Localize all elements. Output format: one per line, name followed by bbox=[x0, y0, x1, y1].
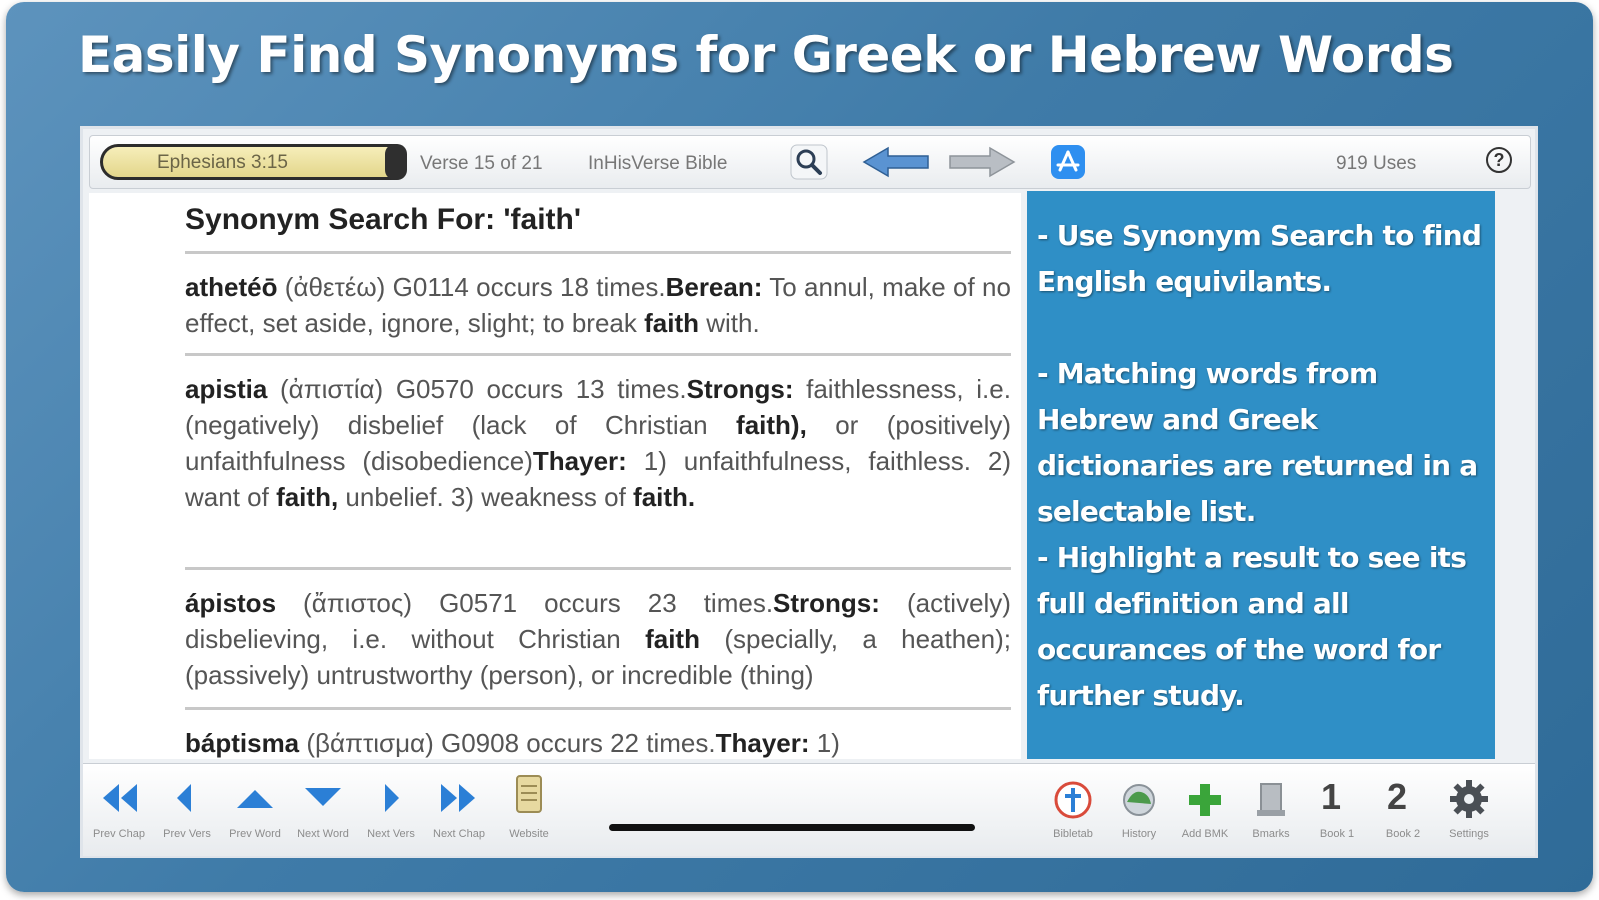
synonym-search-title: Synonym Search For: 'faith' bbox=[185, 203, 582, 236]
promo-frame bbox=[6, 2, 1593, 892]
book-2-icon: 2 bbox=[1387, 776, 1408, 817]
verse-reference: Ephesians 3:15 bbox=[157, 152, 288, 173]
usage-count: 919 Uses bbox=[1336, 153, 1417, 174]
divider bbox=[185, 251, 1011, 254]
feature-callout bbox=[1027, 191, 1495, 759]
divider bbox=[185, 707, 1011, 710]
search-icon[interactable] bbox=[790, 144, 828, 185]
chevron-left-icon bbox=[167, 780, 207, 816]
add-bookmark-button[interactable]: Add BMK bbox=[1173, 770, 1237, 850]
book-1-icon: 1 bbox=[1321, 776, 1342, 817]
synonym-result-item[interactable]: apistia (ἀπιστία) G0570 occurs 13 times.Strongs: faithlessness, i.e. (negatively) disbelief (lack of Christian faith), or (positively) unfaithfulness (disobedience)Thayer: 1) unfaithfulness, faithless. 2) want of faith, unbelief. 3) weakness of faith. bbox=[185, 374, 1011, 512]
gear-icon bbox=[1448, 778, 1490, 820]
verse-position: Verse 15 of 21 bbox=[420, 153, 543, 174]
prev-chapter-button[interactable]: Prev Chap bbox=[87, 770, 151, 850]
prev-verse-button[interactable]: Prev Vers bbox=[155, 770, 219, 850]
scroll-icon bbox=[509, 772, 549, 816]
headline: Easily Find Synonyms for Greek or Hebrew Words bbox=[78, 26, 1454, 84]
home-indicator bbox=[609, 824, 975, 831]
bookmarks-button[interactable]: Bmarks bbox=[1239, 770, 1303, 850]
help-icon[interactable]: ? bbox=[1486, 147, 1512, 173]
verse-reference-button[interactable] bbox=[100, 144, 400, 180]
divider bbox=[185, 353, 1011, 356]
book-2-button[interactable]: 2 Book 2 bbox=[1385, 776, 1421, 840]
history-button[interactable]: History bbox=[1107, 770, 1171, 850]
cross-icon bbox=[1053, 780, 1093, 820]
synonym-result-item[interactable]: báptisma (βάπτισμα) G0908 occurs 22 times.Thayer: 1) bbox=[185, 728, 840, 758]
callout-text: - Highlight a result to see its full definition and all occurances of the word for further study. bbox=[1037, 541, 1467, 712]
history-icon bbox=[1119, 780, 1159, 820]
bottom-toolbar bbox=[83, 763, 1535, 856]
plus-icon bbox=[1185, 780, 1225, 820]
forward-arrow-icon[interactable] bbox=[948, 144, 1016, 185]
next-chapter-button[interactable]: Next Chap bbox=[427, 770, 491, 850]
synonym-result-item[interactable]: ápistos (ἄπιστος) G0571 occurs 23 times.Strongs: (actively) disbelieving, i.e. without Christian faith (specially, a heathen); (passively) untrustworthy (person), or incredible (thing) bbox=[185, 588, 1011, 690]
chevron-right-icon bbox=[371, 780, 411, 816]
chevron-up-icon bbox=[235, 780, 275, 816]
bibletab-button[interactable]: Bibletab bbox=[1041, 770, 1105, 850]
back-arrow-icon[interactable] bbox=[862, 144, 930, 185]
app-window bbox=[80, 126, 1538, 858]
settings-button[interactable]: Settings bbox=[1437, 770, 1501, 850]
callout-text: - Use Synonym Search to find English equivilants. bbox=[1037, 219, 1482, 298]
callout-text: - Matching words from Hebrew and Greek dictionaries are returned in a selectable list. bbox=[1037, 357, 1478, 528]
synonym-results bbox=[89, 193, 1021, 759]
bible-name[interactable]: InHisVerse Bible bbox=[588, 153, 728, 174]
book-1-button[interactable]: 1 Book 1 bbox=[1319, 776, 1355, 840]
bookmark-icon bbox=[1251, 780, 1291, 820]
synonym-result-item[interactable]: athetéō (ἀθετέω) G0114 occurs 18 times.Berean: To annul, make of no effect, set aside, ignore, slight; to break faith with. bbox=[185, 272, 1011, 338]
double-chevron-left-icon bbox=[99, 780, 139, 816]
chevron-down-icon bbox=[303, 780, 343, 816]
divider bbox=[185, 567, 1011, 570]
prev-word-button[interactable]: Prev Word bbox=[223, 770, 287, 850]
next-word-button[interactable]: Next Word bbox=[291, 770, 355, 850]
website-button[interactable]: Website bbox=[497, 770, 561, 850]
double-chevron-right-icon bbox=[439, 780, 479, 816]
top-toolbar bbox=[89, 135, 1531, 189]
scroll-end-icon bbox=[385, 144, 407, 180]
next-verse-button[interactable]: Next Vers bbox=[359, 770, 423, 850]
app-store-icon[interactable] bbox=[1050, 144, 1086, 185]
